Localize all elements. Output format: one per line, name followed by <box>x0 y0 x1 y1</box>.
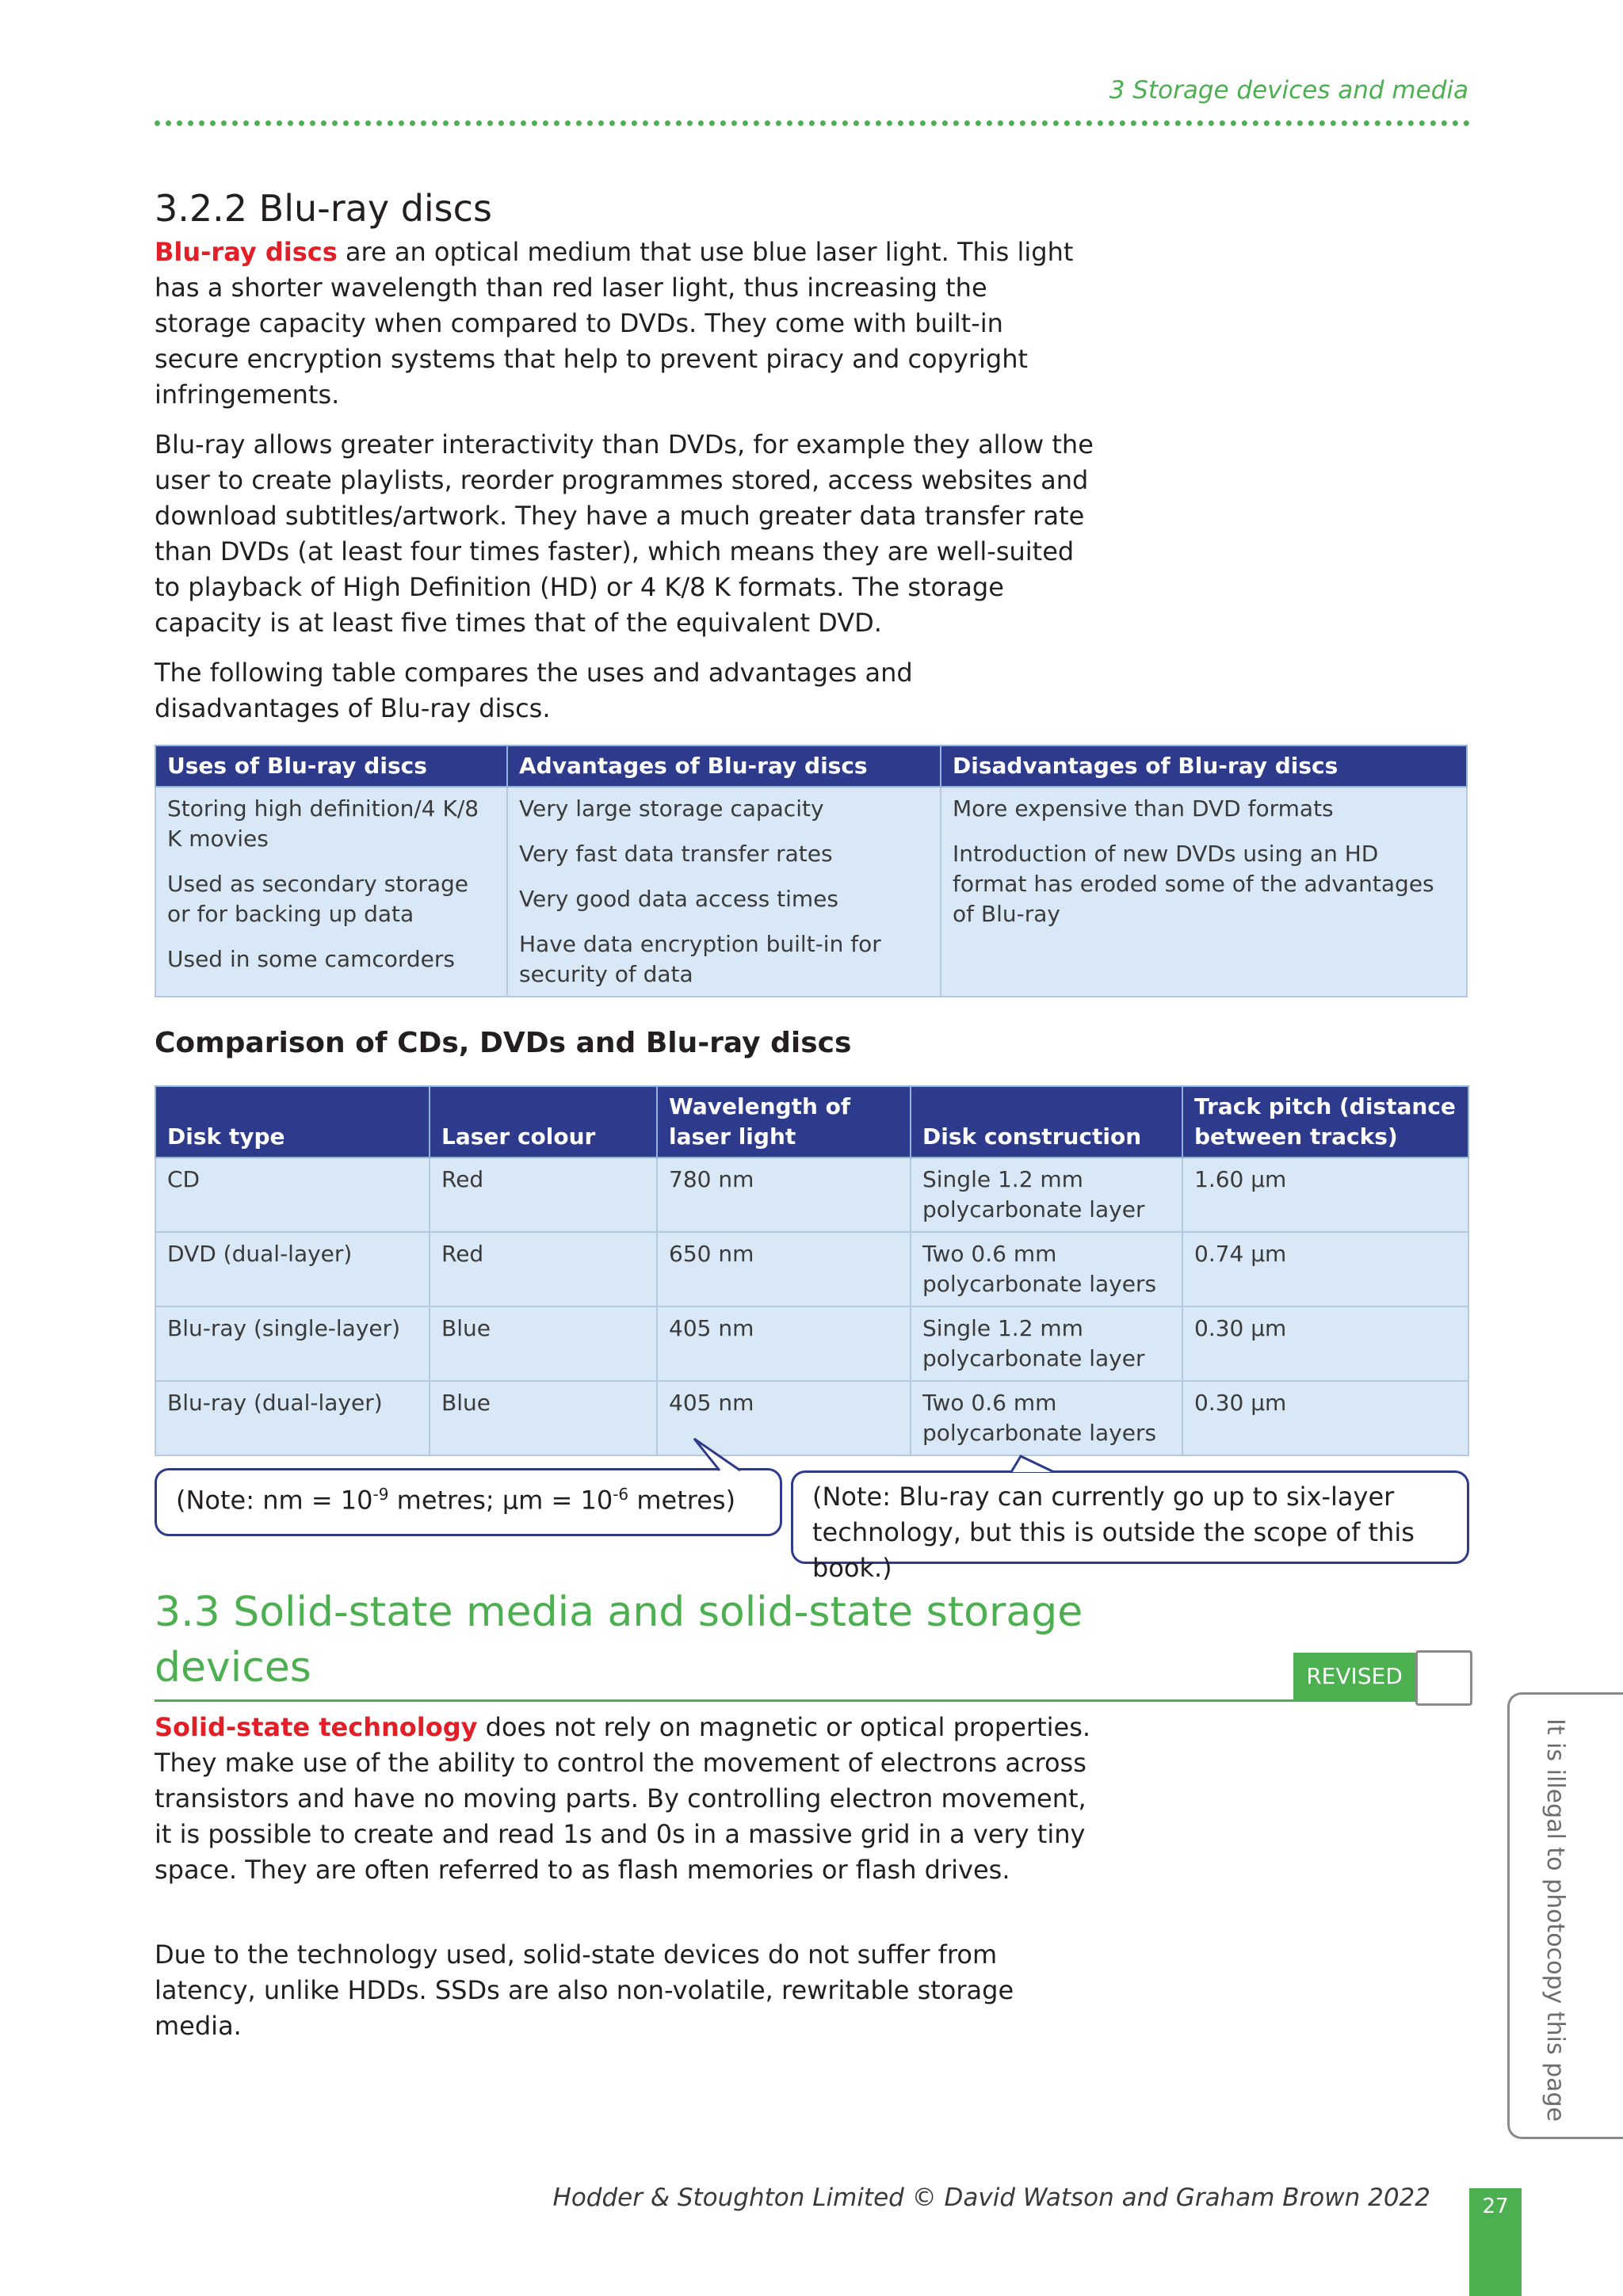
keyword-blu-ray-discs: Blu-ray discs <box>155 237 338 267</box>
cell-track-pitch: 0.30 µm <box>1182 1306 1468 1381</box>
use-item: Used as secondary storage or for backing up data <box>167 871 468 927</box>
cell-track-pitch: 0.74 µm <box>1182 1232 1468 1306</box>
blu-ray-intro-paragraph <box>155 235 1090 413</box>
advantage-item: Have data encryption built-in for security of data <box>519 931 881 987</box>
disadvantages-cell <box>941 787 1467 997</box>
cell-disk-type: DVD (dual-layer) <box>155 1232 430 1306</box>
header-dotted-rule <box>155 120 1470 126</box>
keyword-solid-state-technology: Solid-state technology <box>155 1712 478 1742</box>
photocopy-warning: It is illegal to photocopy this page <box>1541 1718 1569 2122</box>
advantage-item: Very large storage capacity <box>519 795 824 822</box>
col-laser-colour: Laser colour <box>430 1086 657 1158</box>
uses-cell <box>155 787 507 997</box>
cell-disk-construction: Single 1.2 mm polycarbonate layer <box>911 1158 1182 1232</box>
superscript-exponent: -9 <box>372 1485 389 1504</box>
advantages-cell <box>507 787 941 997</box>
cell-laser-colour: Blue <box>430 1381 657 1455</box>
footer-copyright: Hodder & Stoughton Limited © David Watson and Graham Brown 2022 <box>552 2183 1430 2212</box>
header-uses: Uses of Blu-ray discs <box>155 746 507 787</box>
comparison-heading: Comparison of CDs, DVDs and Blu-ray discs <box>155 1027 852 1059</box>
cell-disk-type: Blu-ray (dual-layer) <box>155 1381 430 1455</box>
solid-state-paragraph <box>155 1710 1106 1888</box>
running-head: 3 Storage devices and media <box>1109 76 1468 105</box>
blu-ray-uses-table <box>155 745 1468 997</box>
header-disadvantages: Disadvantages of Blu-ray discs <box>941 746 1467 787</box>
blu-ray-interactivity-paragraph: Blu-ray allows greater interactivity than DVDs, for example they allow the user to create playlists, reorder programmes stored, access websites and download subtitles/artwork. They have a much greater data transfer rate than DVDs (at least four times faster), which means they are well-suited to playback of High Definition (HD) or 4 K/8 K formats. The storage capacity is at least five times that of the equivalent DVD. <box>155 429 1094 638</box>
six-layer-note-callout: (Note: Blu-ray can currently go up to six-layer technology, but this is outside the scope of this book.) <box>791 1470 1469 1564</box>
advantage-item: Very good data access times <box>519 886 838 912</box>
cell-disk-type: CD <box>155 1158 430 1232</box>
table-row <box>155 1306 1468 1381</box>
table-row <box>155 1381 1468 1455</box>
units-note-text: (Note: nm = 10 <box>176 1485 373 1516</box>
side-tab <box>1507 1692 1623 2139</box>
intro-text: are an optical medium that use blue laser light. This light has a shorter wavelength than red laser light, thus increasing the storage capacity when compared to DVDs. They come with built-in secure encryption systems that help to prevent piracy and copyright infringements. <box>155 237 1074 410</box>
cell-disk-construction: Single 1.2 mm polycarbonate layer <box>911 1306 1182 1381</box>
comparison-table <box>155 1085 1469 1456</box>
section-title-blu-ray: 3.2.2 Blu-ray discs <box>155 187 492 230</box>
callout-tail-1 <box>689 1437 745 1472</box>
cell-disk-construction: Two 0.6 mm polycarbonate layers <box>911 1381 1182 1455</box>
cell-disk-construction: Two 0.6 mm polycarbonate layers <box>911 1232 1182 1306</box>
disadvantage-item: More expensive than DVD formats <box>953 795 1334 822</box>
cell-wavelength: 405 nm <box>657 1306 911 1381</box>
col-disk-type: Disk type <box>155 1086 430 1158</box>
revised-label: REVISED <box>1293 1653 1415 1700</box>
cell-laser-colour: Blue <box>430 1306 657 1381</box>
col-track-pitch: Track pitch (distance between tracks) <box>1182 1086 1468 1158</box>
cell-laser-colour: Red <box>430 1232 657 1306</box>
cell-wavelength: 405 nm <box>657 1381 911 1455</box>
disadvantage-item: Introduction of new DVDs using an HD format has eroded some of the advantages of Blu-ray <box>953 841 1434 927</box>
use-item: Storing high definition/4 K/8 K movies <box>167 795 479 852</box>
cell-wavelength: 780 nm <box>657 1158 911 1232</box>
units-note-text: metres; µm = 10 <box>388 1485 613 1516</box>
units-note-text: metres) <box>628 1485 736 1516</box>
section-title-solid-state: 3.3 Solid-state media and solid-state storage devices <box>155 1589 1083 1691</box>
advantage-item: Very fast data transfer rates <box>519 841 833 867</box>
table-intro-paragraph: The following table compares the uses and advantages and disadvantages of Blu-ray discs. <box>155 658 913 723</box>
page-number: 27 <box>1469 2188 1522 2296</box>
table-row <box>155 1158 1468 1232</box>
solid-state-text: does not rely on magnetic or optical properties. They make use of the ability to control the movement of electrons across transistors and have no moving parts. By controlling electron movement, it is possible to create and read 1s and 0s in a massive grid in a very tiny space. They are often referred to as flash memories or flash drives. <box>155 1712 1091 1885</box>
latency-paragraph: Due to the technology used, solid-state devices do not suffer from latency, unlike HDDs. SSDs are also non-volatile, rewritable storage media. <box>155 1939 1014 2041</box>
superscript-exponent: -6 <box>613 1485 629 1504</box>
callout-tail-2 <box>1006 1455 1062 1474</box>
section-green-rule <box>155 1699 1438 1702</box>
cell-track-pitch: 0.30 µm <box>1182 1381 1468 1455</box>
revised-checkbox[interactable] <box>1415 1650 1472 1706</box>
units-note-callout <box>155 1468 782 1536</box>
table-row <box>155 1232 1468 1306</box>
col-disk-construction: Disk construction <box>911 1086 1182 1158</box>
col-wavelength: Wavelength of laser light <box>657 1086 911 1158</box>
header-advantages: Advantages of Blu-ray discs <box>507 746 941 787</box>
cell-track-pitch: 1.60 µm <box>1182 1158 1468 1232</box>
cell-laser-colour: Red <box>430 1158 657 1232</box>
cell-wavelength: 650 nm <box>657 1232 911 1306</box>
cell-disk-type: Blu-ray (single-layer) <box>155 1306 430 1381</box>
use-item: Used in some camcorders <box>167 946 456 972</box>
